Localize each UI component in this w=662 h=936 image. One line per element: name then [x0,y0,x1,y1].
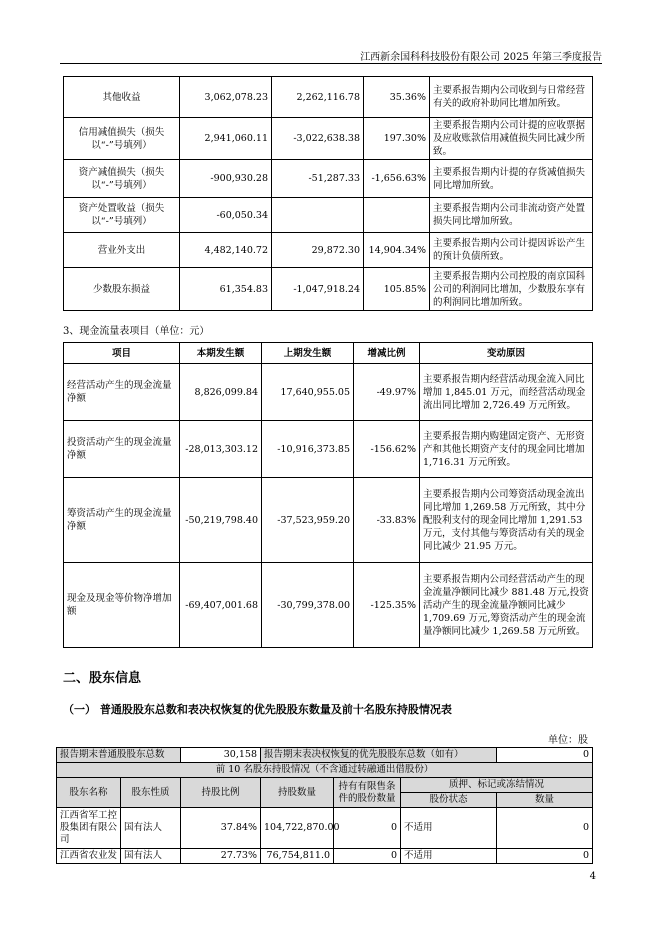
shareholder-table [56,747,593,864]
col-shareholder-name: 股东名称 [57,778,121,808]
page-number: 4 [589,871,596,882]
header-divider [60,63,602,64]
row-item: 其他收益 [64,77,180,118]
row-reason: 主要系报告期内公司非流动资产处置损失同比增加所致。 [430,198,593,233]
table-header-row [57,778,593,793]
row-item: 经营活动产生的现金流量净额 [64,364,180,421]
table-row [57,748,593,763]
cashflow-table [63,342,593,648]
col-holding-count: 持股数量 [261,778,334,808]
shareholder-subheading: （一） 普通股股东总数和表决权恢复的优先股股东数量及前十名股东持股情况表 [63,703,452,716]
row-item: 资产减值损失（损失以“-”号填列） [64,160,180,198]
shareholder-name: 江西省军工控股集团有限公司 [57,808,121,849]
col-restricted-shares: 持有有限售条件的股份数量 [334,778,401,808]
table-row [64,563,593,648]
total-shareholders-label: 报告期末普通股股东总数 [57,748,181,763]
row-prior: 2,262,116.78 [272,77,364,118]
row-prior: -37,523,959.20 [262,478,354,563]
cashflow-section-title: 3、现金流量表项目（单位：元） [63,326,210,337]
col-share-state: 股份状态 [401,793,497,808]
table-row [64,160,593,198]
row-reason: 主要系报告期内公司计提因诉讼产生的预计负债所致。 [430,233,593,268]
row-reason: 主要系报告期内公司筹资活动现金流出同比增加 1,269.58 万元所致，其中分配股利支付的现金同比增加 1,291.53 万元，支付其他与筹资活动有关的现金同比减少 21.95 万元。 [420,478,593,563]
col-change: 增减比例 [354,343,420,364]
shareholder-pledge-qty: 0 [497,808,593,849]
table-row [64,421,593,478]
unit-label: 单位：股 [548,735,588,746]
shareholder-state: 不适用 [401,808,497,849]
col-holding-ratio: 持股比例 [181,778,261,808]
table-row [57,763,593,778]
table-row [64,118,593,160]
row-item: 投资活动产生的现金流量净额 [64,421,180,478]
row-prior: -1,047,918.24 [272,268,364,311]
row-item: 信用减值损失（损失以“-”号填列） [64,118,180,160]
table-header-row [64,343,593,364]
row-current: 4,482,140.72 [180,233,272,268]
row-reason: 主要系报告期内公司计提的应收票据及应收账款信用减值损失同比减少所致。 [430,118,593,160]
shareholder-pledge-qty: 0 [497,849,593,864]
shareholder-state: 不适用 [401,849,497,864]
row-prior: -3,022,638.38 [272,118,364,160]
row-reason: 主要系报告期内购建固定资产、无形资产和其他长期资产支付的现金同比增加 1,716.31 万元所致。 [420,421,593,478]
row-reason: 主要系报告期内公司控股的南京国科公司的利润同比增加，少数股东享有的利润同比增加所致。 [430,268,593,311]
col-pledge-quantity: 数量 [497,793,593,808]
row-current: 61,354.83 [180,268,272,311]
table-row [64,198,593,233]
table-row [64,364,593,421]
pref-shareholders-label: 报告期末表决权恢复的优先股股东总数（如有） [261,748,497,763]
row-prior: -51,287.33 [272,160,364,198]
row-prior: 29,872.30 [272,233,364,268]
row-change: -125.35% [354,563,420,648]
table-row [64,77,593,118]
shareholder-name: 江西省农业发 [57,849,121,864]
row-current: 8,826,099.84 [180,364,262,421]
row-change [364,198,430,233]
table-row [57,849,593,864]
row-prior: 17,640,955.05 [262,364,354,421]
row-current: 3,062,078.23 [180,77,272,118]
row-change: -156.62% [354,421,420,478]
row-reason: 主要系报告期内公司收到与日常经营有关的政府补助同比增加所致。 [430,77,593,118]
col-shareholder-nature: 股东性质 [121,778,181,808]
row-item: 少数股东损益 [64,268,180,311]
row-change: -1,656.63% [364,160,430,198]
row-reason: 主要系报告期内公司经营活动产生的现金流量净额同比减少 881.48 万元,投资活动产生的现金流量净额同比减少 1,709.69 万元,筹资活动产生的现金流量净额同比减少 1,269.58 万元所致。 [420,563,593,648]
row-change: 35.36% [364,77,430,118]
row-current: -50,219,798.40 [180,478,262,563]
shareholder-nature: 国有法人 [121,808,181,849]
top10-title: 前 10 名股东持股情况（不含通过转融通出借股份） [57,763,593,778]
row-current: -69,407,001.68 [180,563,262,648]
total-shareholders-value: 30,158 [181,748,261,763]
row-reason: 主要系报告期内计提的存货减值损失同比增加所致。 [430,160,593,198]
col-item: 项目 [64,343,180,364]
row-prior: -30,799,378.00 [262,563,354,648]
row-current: 2,941,060.11 [180,118,272,160]
row-prior: -10,916,373.85 [262,421,354,478]
col-reason: 变动原因 [420,343,593,364]
row-reason: 主要系报告期内经营活动现金流入同比增加 1,845.01 万元，而经营活动现金流出同比增加 2,726.49 万元所致。 [420,364,593,421]
row-change: 105.85% [364,268,430,311]
shareholder-restricted: 0 [334,808,401,849]
row-current: -60,050.34 [180,198,272,233]
table-row [64,268,593,311]
row-item: 营业外支出 [64,233,180,268]
shareholder-nature: 国有法人 [121,849,181,864]
row-item: 现金及现金等价物净增加额 [64,563,180,648]
row-item: 资产处置收益（损失以“-”号填列） [64,198,180,233]
shareholder-restricted: 0 [334,849,401,864]
row-prior [272,198,364,233]
col-pledge-status: 质押、标记或冻结情况 [401,778,593,793]
row-item: 筹资活动产生的现金流量净额 [64,478,180,563]
shareholder-count: 76,754,811.0 [261,849,334,864]
shareholder-ratio: 37.84% [181,808,261,849]
profit-change-table [63,76,593,311]
col-current: 本期发生额 [180,343,262,364]
row-change: 14,904.34% [364,233,430,268]
row-change: -33.83% [354,478,420,563]
col-prior: 上期发生额 [262,343,354,364]
row-current: -28,013,303.12 [180,421,262,478]
shareholder-ratio: 27.73% [181,849,261,864]
row-current: -900,930.28 [180,160,272,198]
pref-shareholders-value: 0 [497,748,593,763]
table-row [64,233,593,268]
page-header-title: 江西新余国科科技股份有限公司 2025 年第三季度报告 [360,52,602,63]
row-change: -49.97% [354,364,420,421]
shareholder-section-heading: 二、股东信息 [63,671,142,686]
table-row [64,478,593,563]
table-row [57,808,593,849]
row-change: 197.30% [364,118,430,160]
shareholder-count: 104,722,870.00 [261,808,334,849]
